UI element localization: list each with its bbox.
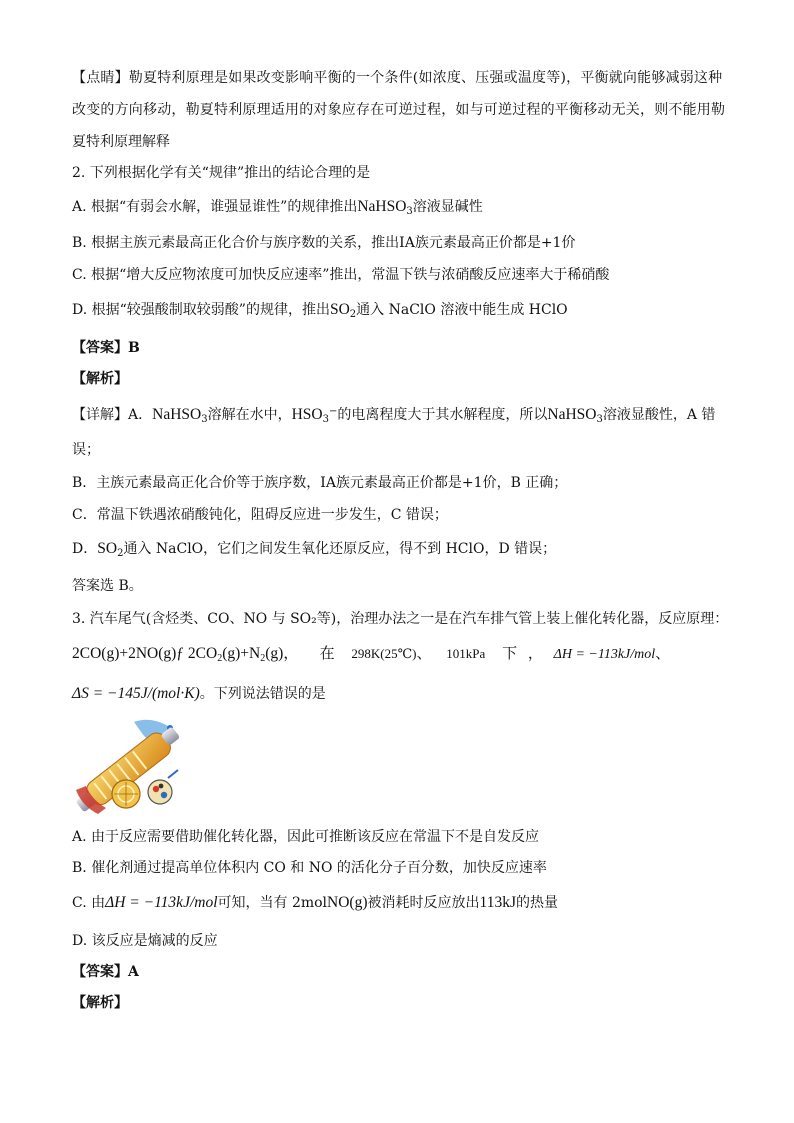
delta-h: ΔH = −113kJ/mol	[553, 647, 656, 662]
question-2-stem: 2. 下列根据化学有关“规律”推出的结论合理的是	[72, 165, 371, 181]
answer-3: 【答案】A	[72, 964, 139, 980]
analysis-3-heading: 【解析】	[72, 995, 128, 1011]
detail-2b: B．主族元素最高正化合价等于族序数，ⅠA族元素最高正价都是+1价，B 正确；	[72, 475, 568, 491]
detail-2a: 【详解】A．NaHSO$_3$溶解在水中，$HSO_3^-$的电离程度大于其水解程度，所以NaHSO$_3$溶液显酸性，A 错	[72, 406, 716, 425]
option-2c: C. 根据“增大反应物浓度可加快反应速率”推出，常温下铁与浓硝酸反应速率大于稀硝酸	[72, 267, 610, 283]
option-3d: D. 该反应是熵减的反应	[72, 933, 218, 949]
option-3c: C. 由ΔH = −113kJ/mol可知，当有 2molNO(g)被消耗时反应放出113kJ的热量	[72, 894, 558, 911]
analysis-2-heading: 【解析】	[72, 371, 128, 387]
answer-2: 【答案】B	[72, 340, 140, 356]
detail-2d: D．$SO_2$通入 NaClO，它们之间发生氧化还原反应，得不到 HClO，D 错误；	[72, 540, 557, 559]
question-3-stem: 3. 汽车尾气(含烃类、CO、NO 与 SO₂等)，治理办法之一是在汽车排气管上装上催化转化器，反应原理：	[72, 611, 729, 627]
option-2d: D. 根据“较强酸制取较弱酸”的规律，推出$SO_2$通入 NaClO 溶液中能生成 HClO	[72, 301, 568, 320]
reaction-equation: 2CO(g)+2NO(g)ƒ $2CO_2(g)+N_2(g)$，	[72, 645, 299, 664]
delta-s: ΔS = −145J/(mol·K)	[72, 685, 200, 702]
answer-select: 答案选 B。	[72, 578, 143, 594]
option-3b: B. 催化剂通过提高单位体积内 CO 和 NO 的活化分子百分数，加快反应速率	[72, 860, 547, 876]
entropy-line: ΔS = −145J/(mol·K)。下列说法错误的是	[72, 685, 326, 702]
option-2b: B. 根据主族元素最高正化合价与族序数的关系，推出ⅠA族元素最高正价都是+1价	[72, 235, 576, 251]
detail-2a-cont: 误；	[72, 442, 100, 458]
reaction-equation-line: 2CO(g)+2NO(g)ƒ $2CO_2(g)+N_2(g)$， 在 298K(25℃)、 101kPa 下 ， ΔH = −113kJ/mol、	[72, 644, 671, 664]
option-2a: A. 根据“有弱会水解，谁强显谁性”的规律推出NaHSO$_3$溶液显碱性	[72, 198, 483, 217]
note-line-3: 夏特利原理解释	[72, 134, 170, 150]
note-line-1: 【点睛】勒夏特利原理是如果改变影响平衡的一个条件(如浓度、压强或温度等)，平衡就向能够减弱这种	[72, 70, 723, 86]
catalytic-converter-icon	[72, 718, 188, 816]
detail-2c: C．常温下铁遇浓硝酸钝化，阻碍反应进一步发生，C 错误；	[72, 507, 448, 523]
catalytic-converter-illustration	[72, 718, 188, 816]
note-line-2: 改变的方向移动，勒夏特利原理适用的对象应存在可逆过程，如与可逆过程的平衡移动无关，则不能用勒	[72, 102, 726, 118]
option-3a: A. 由于反应需要借助催化转化器，因此可推断该反应在常温下不是自发反应	[72, 829, 540, 845]
